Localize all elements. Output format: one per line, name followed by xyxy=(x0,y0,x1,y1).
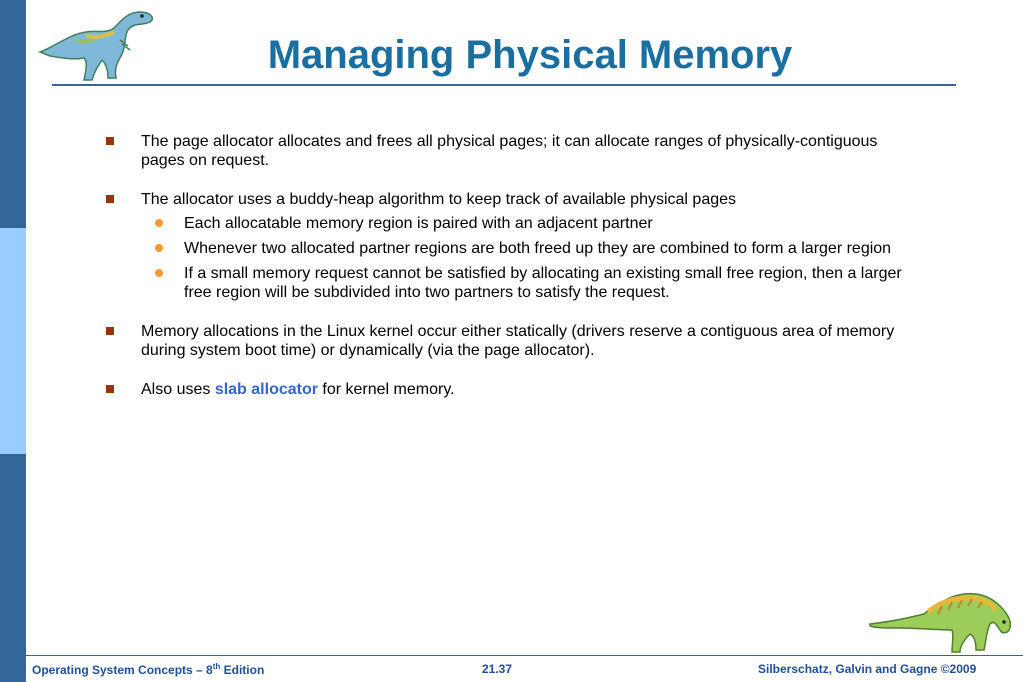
footer-rule xyxy=(26,655,1023,656)
left-bar-middle-segment xyxy=(0,228,26,454)
bullet-item xyxy=(100,380,920,399)
bullet-list xyxy=(100,132,920,419)
square-bullet-icon xyxy=(106,195,114,203)
circle-bullet-icon xyxy=(155,219,163,227)
bullet-text: Memory allocations in the Linux kernel occur either statically (drivers reserve a contiguous area of memory during system boot time) or dynamically (via the page allocator). xyxy=(141,323,895,359)
square-bullet-icon xyxy=(106,137,114,145)
sub-bullet-item xyxy=(141,264,920,302)
sub-bullet-list xyxy=(141,214,920,302)
sub-bullet-text: If a small memory request cannot be satisfied by allocating an existing small free region, then a larger free region will be subdivided into two partners to satisfy the request. xyxy=(184,265,902,301)
bullet-text-prefix: Also uses xyxy=(141,381,215,398)
dinosaur-icon xyxy=(868,584,1016,656)
left-bar-bottom-segment xyxy=(0,454,26,682)
slab-allocator-term: slab allocator xyxy=(214,381,318,398)
circle-bullet-icon xyxy=(155,269,163,277)
bullet-text-suffix: for kernel memory. xyxy=(317,381,455,398)
footer-authors: Silberschatz, Galvin and Gagne ©2009 xyxy=(758,662,977,676)
bullet-text: The page allocator allocates and frees all physical pages; it can allocate ranges of physically-contiguous pages on request. xyxy=(141,133,878,169)
left-color-bar xyxy=(0,0,26,682)
slide-title: Managing Physical Memory xyxy=(267,33,793,77)
sub-bullet-text: Whenever two allocated partner regions are both freed up they are combined to form a larger region xyxy=(184,240,892,257)
square-bullet-icon xyxy=(106,385,114,393)
bullet-text: The allocator uses a buddy-heap algorithm to keep track of available physical pages xyxy=(141,191,737,208)
bullet-item xyxy=(100,132,920,170)
left-bar-top-segment xyxy=(0,0,26,228)
bullet-item xyxy=(100,190,920,302)
bullet-item xyxy=(100,322,920,360)
square-bullet-icon xyxy=(106,327,114,335)
dinosaur-icon xyxy=(36,6,158,84)
footer-page-number: 21.37 xyxy=(482,662,513,676)
circle-bullet-icon xyxy=(155,244,163,252)
sub-bullet-text: Each allocatable memory region is paired with an adjacent partner xyxy=(184,215,653,232)
sub-bullet-item xyxy=(141,214,920,233)
title-underline xyxy=(52,84,956,86)
footer-book-title: Operating System Concepts – 8th Edition xyxy=(32,662,265,677)
sub-bullet-item xyxy=(141,239,920,258)
